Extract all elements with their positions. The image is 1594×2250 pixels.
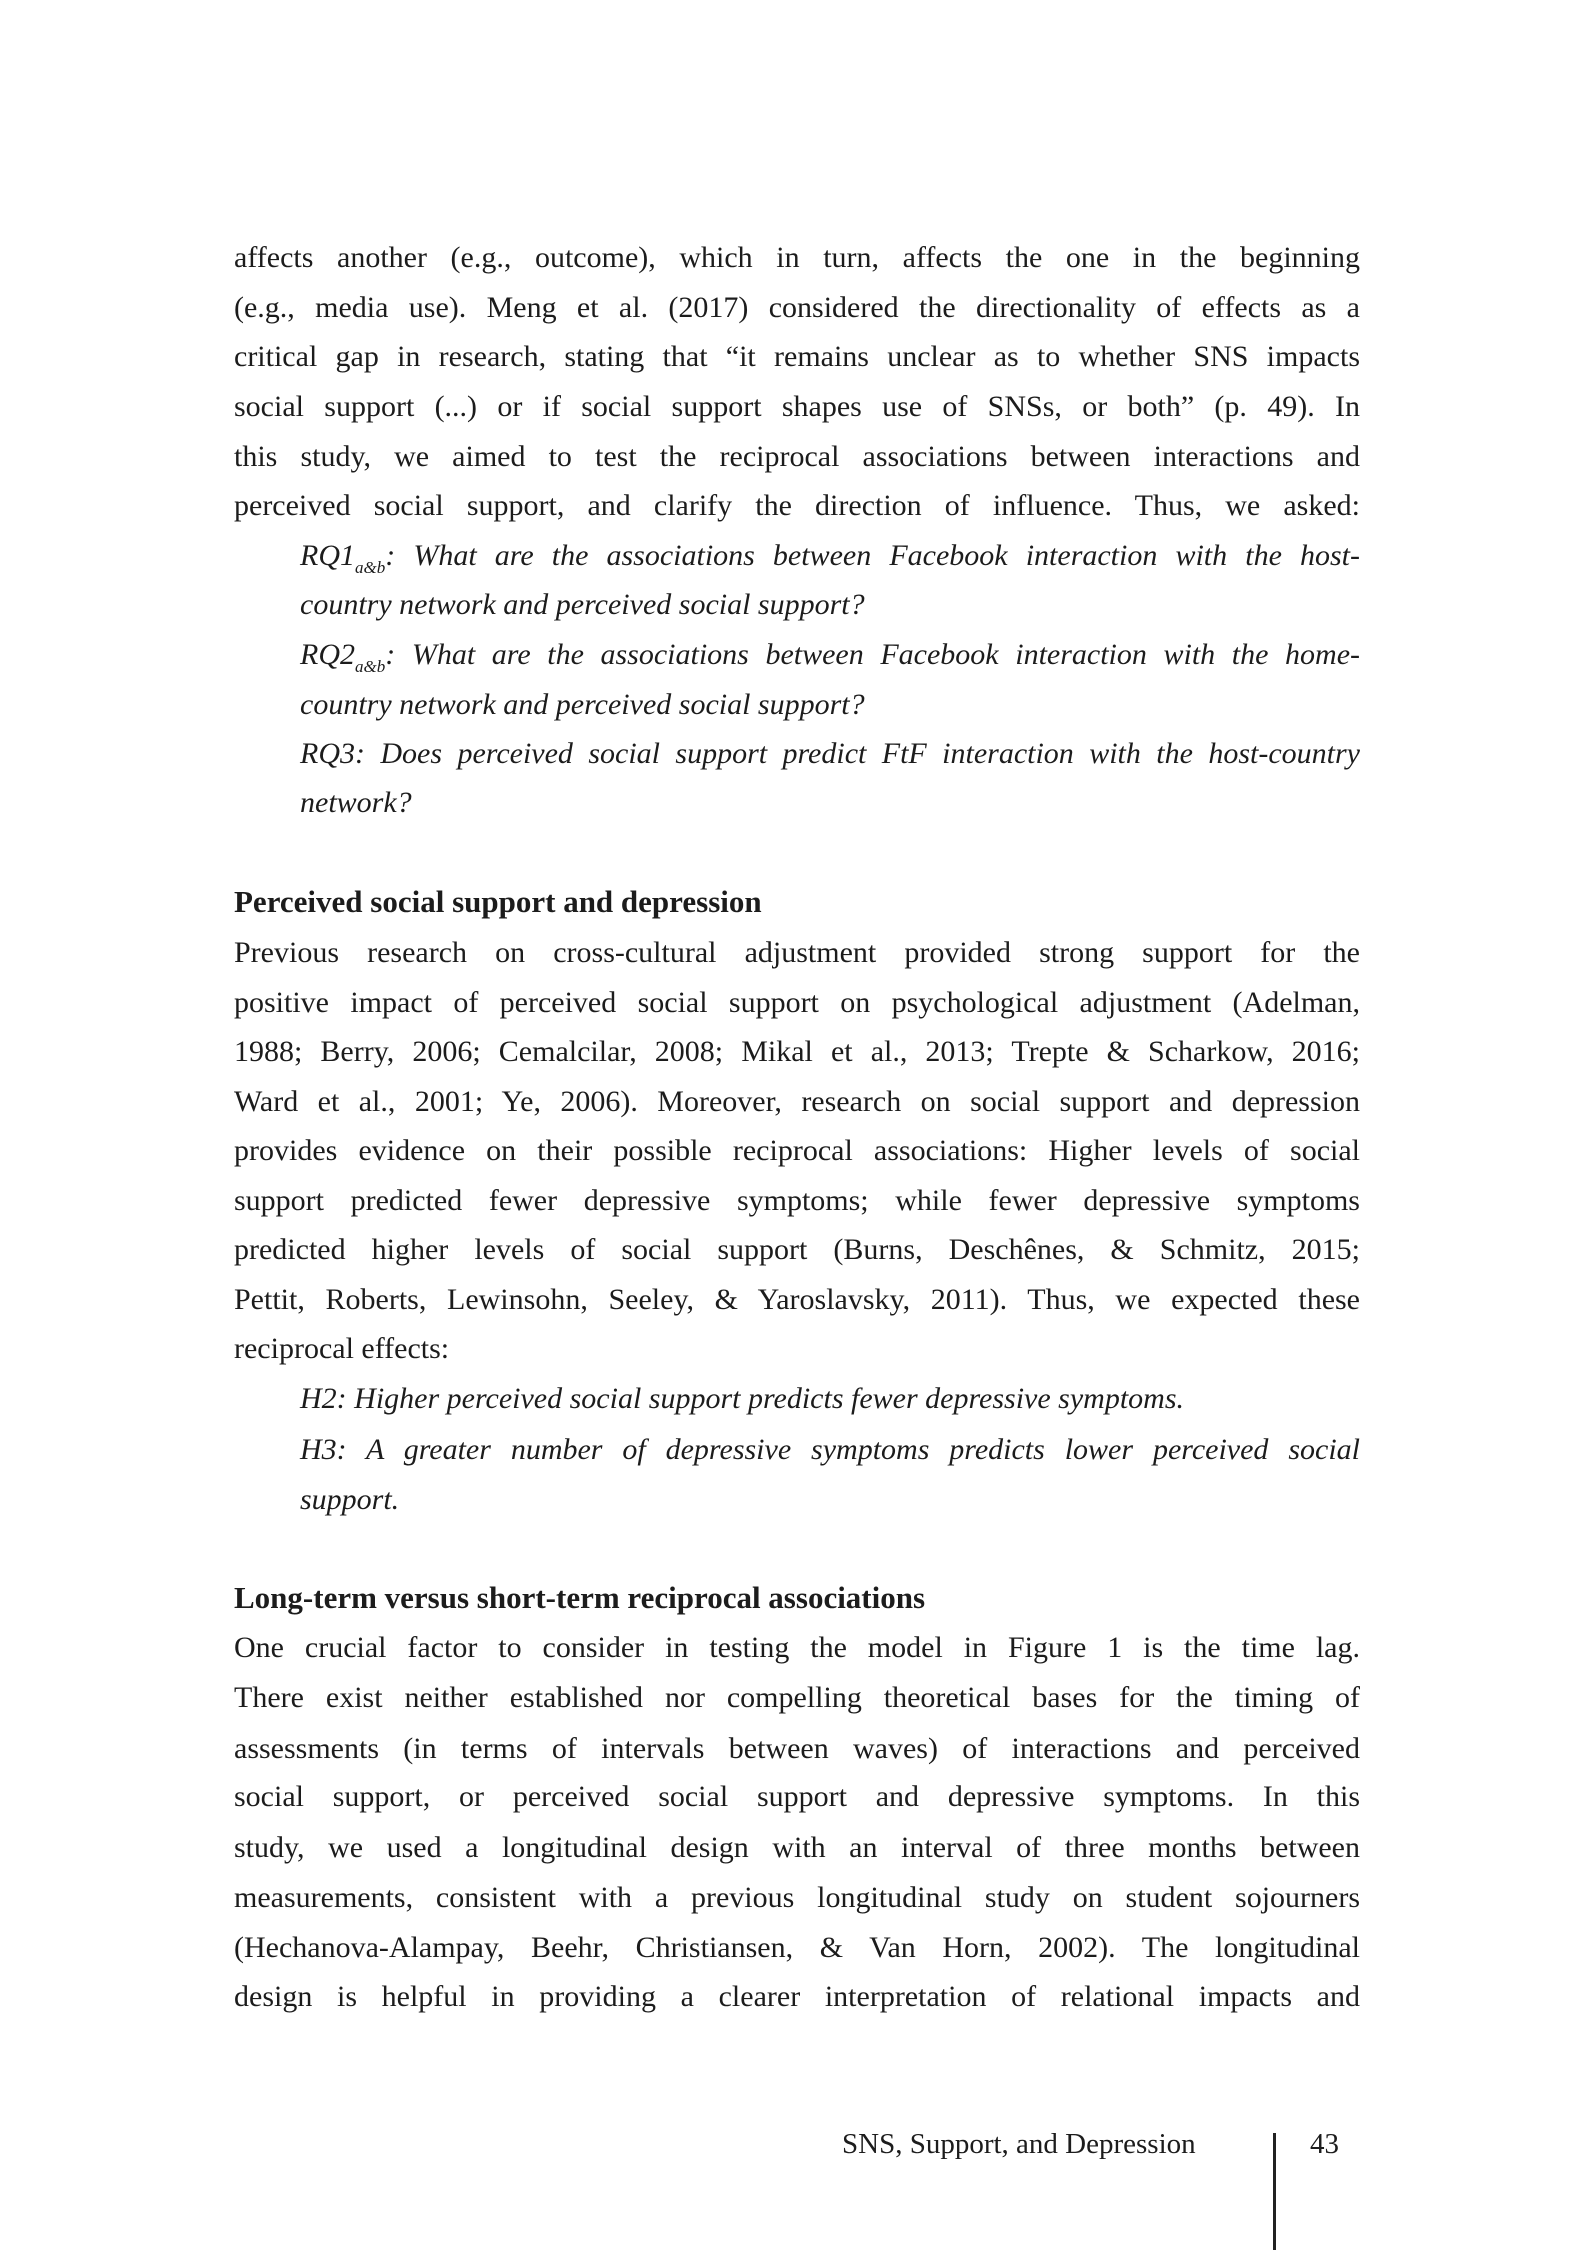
body-line: Previous research on cross-cultural adjustment provided strong support for the [234,936,1360,969]
rq-text: : What are the associations between Facebook interaction with the host- [385,539,1360,572]
body-line: predicted higher levels of social support (Burns, Deschênes, & Schmitz, 2015; [234,1233,1360,1266]
body-line: social support (...) or if social support shapes use of SNSs, or both” (p. 49). In [234,390,1360,423]
body-line: One crucial factor to consider in testing the model in Figure 1 is the time lag. [234,1631,1360,1664]
body-line: study, we used a longitudinal design with an interval of three months between [234,1831,1360,1864]
body-line: this study, we aimed to test the reciprocal associations between interactions and [234,440,1360,473]
rq-label: RQ2 [300,638,355,671]
research-question-rq2-cont: country network and perceived social support? [300,688,865,721]
footer-divider [1273,2133,1276,2250]
body-line: support predicted fewer depressive symptoms; while fewer depressive symptoms [234,1184,1360,1217]
body-line: Ward et al., 2001; Ye, 2006). Moreover, research on social support and depression [234,1085,1360,1118]
hypothesis-h3: H3: A greater number of depressive symptoms predicts lower perceived social [300,1433,1360,1466]
running-title: SNS, Support, and Depression [842,2128,1196,2160]
research-question-rq1 [300,536,1360,576]
body-line: affects another (e.g., outcome), which in turn, affects the one in the beginning [234,241,1360,274]
research-question-rq2 [300,635,1360,675]
body-line: There exist neither established nor compelling theoretical bases for the timing of [234,1681,1360,1714]
body-line: reciprocal effects: [234,1332,450,1365]
body-line: (Hechanova-Alampay, Beehr, Christiansen, & Van Horn, 2002). The longitudinal [234,1931,1360,1964]
rq-label: RQ1 [300,539,355,572]
body-line: perceived social support, and clarify the direction of influence. Thus, we asked: [234,489,1360,522]
body-line: Pettit, Roberts, Lewinsohn, Seeley, & Yaroslavsky, 2011). Thus, we expected these [234,1283,1360,1316]
research-question-rq1-cont: country network and perceived social support? [300,588,865,621]
page-number: 43 [1310,2128,1339,2160]
body-line: critical gap in research, stating that “it remains unclear as to whether SNS impacts [234,340,1360,373]
body-line: social support, or perceived social support and depressive symptoms. In this [234,1780,1360,1813]
research-question-rq3: RQ3: Does perceived social support predict FtF interaction with the host-country [300,737,1360,770]
body-line: positive impact of perceived social support on psychological adjustment (Adelman, [234,986,1360,1019]
hypothesis-h2: H2: Higher perceived social support predicts fewer depressive symptoms. [300,1382,1184,1415]
rq-subscript: a&b [355,558,386,577]
body-line: 1988; Berry, 2006; Cemalcilar, 2008; Mikal et al., 2013; Trepte & Scharkow, 2016; [234,1035,1360,1068]
rq-subscript: a&b [355,657,386,676]
body-line: design is helpful in providing a clearer interpretation of relational impacts and [234,1980,1360,2013]
section-heading: Long-term versus short-term reciprocal associations [234,1580,926,1615]
hypothesis-h3-cont: support. [300,1483,400,1516]
rq-text: : What are the associations between Facebook interaction with the home- [385,638,1360,671]
section-heading: Perceived social support and depression [234,884,762,919]
body-line: (e.g., media use). Meng et al. (2017) considered the directionality of effects as a [234,291,1360,324]
research-question-rq3-cont: network? [300,786,412,819]
body-line: measurements, consistent with a previous longitudinal study on student sojourners [234,1881,1360,1914]
body-line: provides evidence on their possible reciprocal associations: Higher levels of social [234,1134,1360,1167]
body-line: assessments (in terms of intervals between waves) of interactions and perceived [234,1732,1360,1765]
